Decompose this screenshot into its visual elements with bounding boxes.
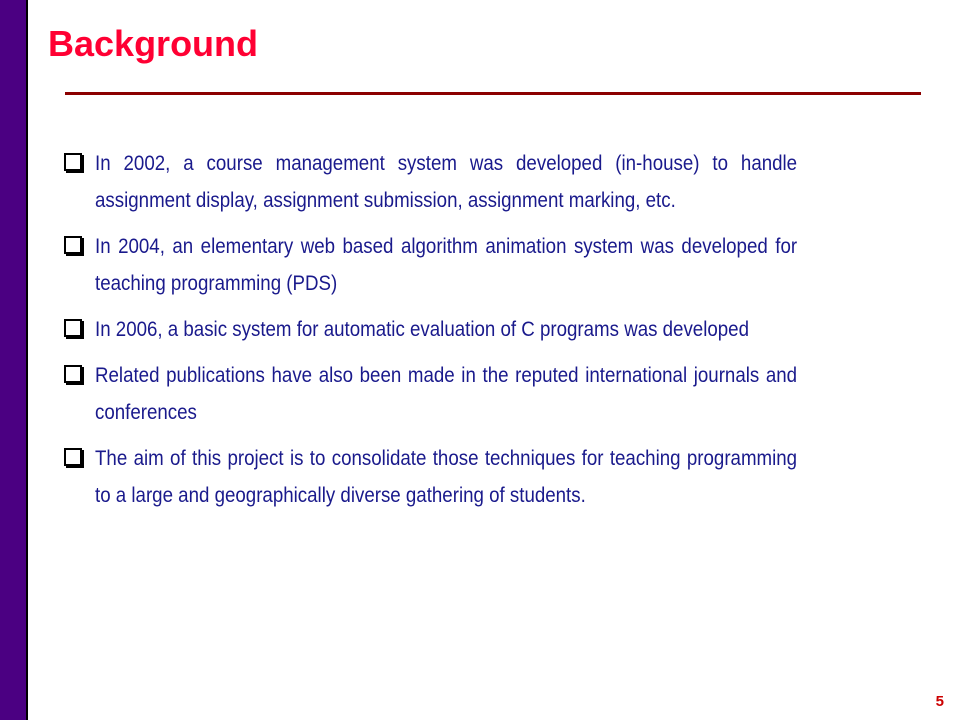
left-accent-bar: [0, 0, 26, 720]
slide-title: Background: [48, 23, 259, 64]
bullet-text: The aim of this project is to consolidate those techniques for teaching programming to a large and geographically diverse gathering of students.: [95, 446, 798, 507]
left-accent-bar-edge: [26, 0, 28, 720]
checkbox-square-icon: [64, 448, 82, 466]
list-item: [64, 228, 902, 302]
checkbox-square-icon: [64, 319, 82, 337]
list-item: [64, 311, 902, 348]
list-item: [64, 440, 902, 514]
bullet-text: In 2002, a course management system was developed (in-house) to handle assignment display, assignment submission, assignment marking, etc.: [95, 151, 798, 212]
page-number: 5: [935, 693, 944, 710]
checkbox-square-icon: [64, 153, 82, 171]
title-divider: [65, 92, 921, 95]
bullet-text: In 2004, an elementary web based algorithm animation system was developed for teaching programming (PDS): [95, 234, 798, 295]
checkbox-square-icon: [64, 365, 82, 383]
checkbox-square-icon: [64, 236, 82, 254]
list-item: [64, 145, 902, 219]
bullet-text: Related publications have also been made in the reputed international journals and conferences: [95, 363, 798, 424]
list-item: [64, 357, 902, 431]
bullet-list: [64, 145, 902, 523]
bullet-text: In 2006, a basic system for automatic evaluation of C programs was developed: [95, 317, 749, 341]
